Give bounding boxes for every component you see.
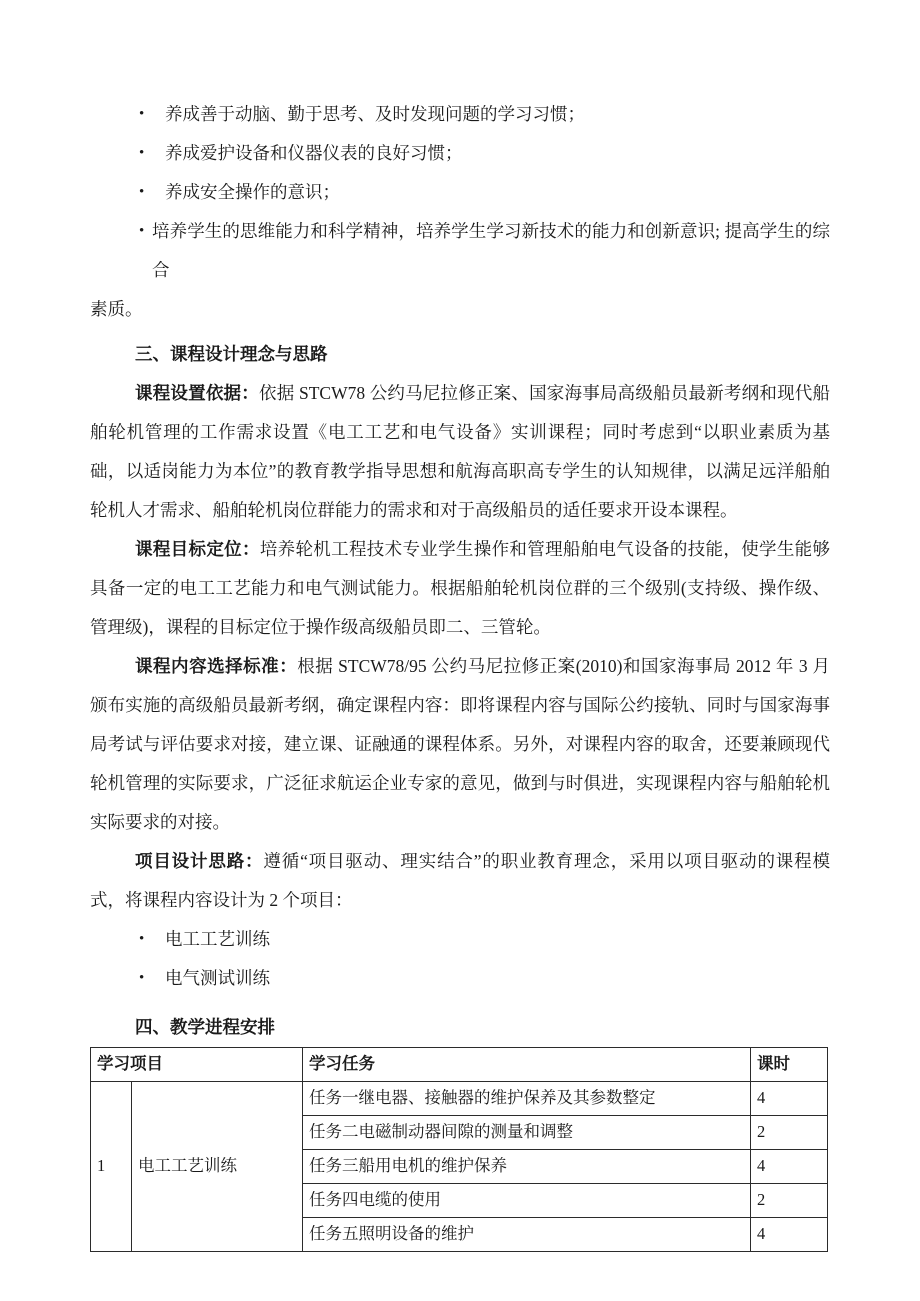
list-item-label: 养成善于动脑、勤于思考、及时发现问题的学习习惯； [165, 104, 585, 124]
column-header-hours: 课时 [751, 1048, 828, 1082]
task-cell: 任务三船用电机的维护保养 [303, 1150, 751, 1184]
column-header-task: 学习任务 [303, 1048, 751, 1082]
hours-cell: 2 [751, 1116, 828, 1150]
paragraph-course-basis [90, 374, 830, 530]
hours-cell: 2 [751, 1184, 828, 1218]
paragraph-body-text: 遵循“项目驱动、理实结合”的职业教育理念，采用以项目驱动的课程模式，将课程内容设计为 2 个项目： [90, 851, 830, 910]
list-item [90, 173, 830, 212]
section-heading-three: 三、课程设计理念与思路 [135, 344, 328, 364]
learning-habits-bullet-list [90, 95, 830, 290]
list-item-label: 电工工艺训练 [165, 929, 270, 949]
list-item-label: 培养学生的思维能力和科学精神，培养学生学习新技术的能力和创新意识; 提高学生的综合 [152, 221, 830, 280]
paragraph-body-text: 根据 STCW78/95 公约马尼拉修正案(2010)和国家海事局 2012 年 3 月颁布实施的高级船员最新考纲，确定课程内容：即将课程内容与国际公约接轨、同时与国家海事局考试与评估要求对接，建立课、证融通的课程体系。另外，对课程内容的取舍，还要兼顾现代轮机管理的实际要求，广泛征求航运企业专家的意见，做到与时俱进，实现课程内容与船舶轮机实际要求的对接。 [90, 656, 830, 832]
list-item [90, 95, 830, 134]
hours-cell: 4 [751, 1218, 828, 1252]
bullet-icon: • [139, 145, 145, 161]
table-header-row [91, 1048, 828, 1082]
project-bullet-list [90, 920, 830, 998]
table-row [91, 1082, 828, 1116]
task-cell: 任务五照明设备的维护 [303, 1218, 751, 1252]
table-body [91, 1082, 828, 1252]
hours-cell: 4 [751, 1150, 828, 1184]
list-item [90, 920, 830, 959]
list-item-label: 电气测试训练 [165, 968, 270, 988]
bullet-icon: • [139, 106, 145, 122]
bullet-icon: • [139, 223, 145, 239]
bullet-continuation-line: 素质。 [90, 299, 143, 319]
list-item [90, 134, 830, 173]
paragraph-lead-label: 项目设计思路： [135, 851, 264, 871]
list-item-label: 养成安全操作的意识； [165, 182, 340, 202]
task-cell: 任务二电磁制动器间隙的测量和调整 [303, 1116, 751, 1150]
paragraph-content-criteria [90, 647, 830, 842]
task-cell: 任务一继电器、接触器的维护保养及其参数整定 [303, 1082, 751, 1116]
paragraph-body-text: 依据 STCW78 公约马尼拉修正案、国家海事局高级船员最新考纲和现代船舶轮机管理的工作需求设置《电工工艺和电气设备》实训课程；同时考虑到“以职业素质为基础，以适岗能力为本位”的教育教学指导思想和航海高职高专学生的认知规律，以满足远洋船舶轮机人才需求、船舶轮机岗位群能力的需求和对于高级船员的适任要求开设本课程。 [90, 383, 830, 520]
teaching-schedule-table [90, 1047, 828, 1252]
bullet-icon: • [139, 184, 145, 200]
paragraph-course-objective [90, 530, 830, 647]
task-cell: 任务四电缆的使用 [303, 1184, 751, 1218]
list-item [90, 212, 830, 290]
paragraph-lead-label: 课程内容选择标准： [135, 656, 298, 676]
bullet-icon: • [139, 931, 145, 947]
group-project-cell: 电工工艺训练 [132, 1082, 303, 1252]
paragraph-body-text: 培养轮机工程技术专业学生操作和管理船舶电气设备的技能，使学生能够具备一定的电工工艺能力和电气测试能力。根据船舶轮机岗位群的三个级别(支持级、操作级、管理级)，课程的目标定位于操作级高级船员即二、三管轮。 [90, 539, 831, 637]
bullet-icon: • [139, 970, 145, 986]
paragraph-lead-label: 课程设置依据： [135, 383, 259, 403]
paragraph-project-design [90, 842, 830, 920]
hours-cell: 4 [751, 1082, 828, 1116]
paragraph-lead-label: 课程目标定位： [135, 539, 260, 559]
list-item [90, 959, 830, 998]
list-item-label: 养成爱护设备和仪器仪表的良好习惯； [165, 143, 463, 163]
column-header-project: 学习项目 [91, 1048, 303, 1082]
section-heading-four: 四、教学进程安排 [135, 1017, 275, 1037]
group-number-cell: 1 [91, 1082, 132, 1252]
document-content [90, 0, 830, 1252]
